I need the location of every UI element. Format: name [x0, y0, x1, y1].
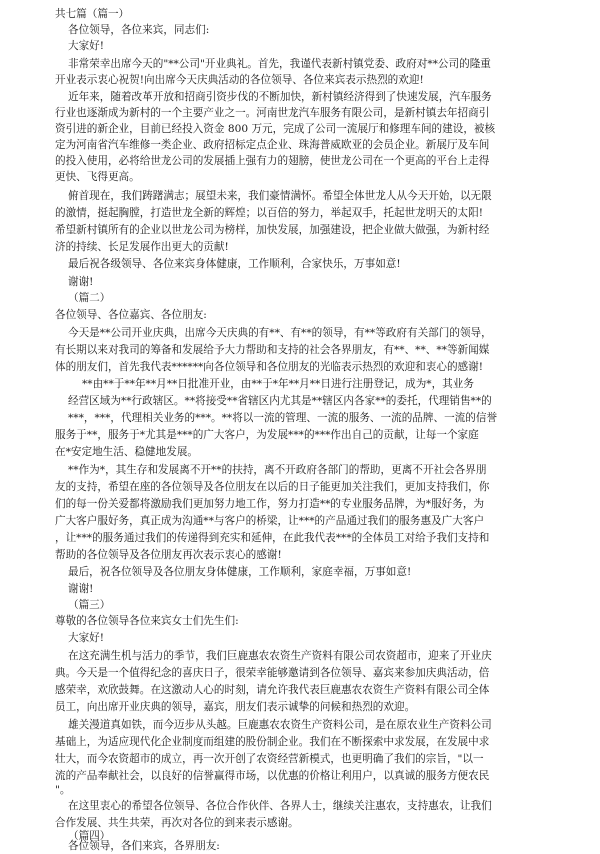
- paragraph-line: 壮大，而今农资超市的成立，再一次开创了农资经营新模式，也更明确了我们的宗旨，"以一: [55, 753, 484, 765]
- paragraph-line: 员工，向出席开业庆典的领导，嘉宾，朋友们表示诚挚的问候和热烈的欢迎。: [55, 701, 416, 713]
- paragraph-line: **作为*，其生存和发展离不开**的扶持，离不开政府各部门的帮助，更离不开社会各界朋: [68, 464, 487, 476]
- greeting: 大家好!: [68, 632, 105, 644]
- paragraph-line: **由**于**年**月**日批准开业，由**于*年**月**日进行注册登记，成为*，其业务: [82, 378, 474, 390]
- paragraph-line: 今天是**公司开业庆典，出席今天庆典的有**、有**的领导，有**等政府有关部门的领导，: [68, 327, 492, 339]
- section-heading-1: 共七篇（篇一）: [55, 8, 130, 20]
- paragraph-line: 帮助的各位领导及各位朋友再次表示衷心的感谢!: [55, 549, 282, 561]
- paragraph-line: 友的支持，希望在座的各位领导及各位朋友在以后的日子能更加关注我们，更加支持我们，你: [55, 481, 490, 493]
- paragraph-line: ，让***的服务通过我们的传递得到充实和延伸，在此我代表***的全体员工对给予我们支持和: [55, 532, 490, 544]
- paragraph-line: 在*安定地生活、稳健地发展。: [55, 446, 199, 458]
- paragraph-line: 非常荣幸出席今天的"**公司"开业典礼。首先，我谨代表新村镇党委、政府对**公司的隆重: [68, 58, 491, 70]
- paragraph-line: 广大客户服好务，真正成为沟通**与客户的桥梁，让***的产品通过我们的服务惠及广大客户: [55, 515, 485, 527]
- paragraph-line: 感荣幸，欢欣鼓舞。在这激动人心的时刻，请允许我代表巨鹿惠农农资生产资料有限公司全体: [55, 684, 490, 696]
- paragraph-line: 希望新村镇所有的企业以世龙公司为榜样，加快发展，加强建设，把企业做大做强，为新村经: [55, 224, 490, 236]
- paragraph-line: 合作发展、共生共荣，再次对各位的到来表示感谢。: [55, 817, 299, 829]
- paragraph-line: 的投入使用，必将给世龙公司的发展插上强有力的翅膀，使世龙公司在一个更高的平台上走得: [55, 155, 490, 167]
- paragraph-line: 俯首现在，我们踌躇满志；展望未来，我们豪情满怀。希望全体世龙人从今天开始，以无限: [68, 190, 492, 202]
- paragraph-line: "。: [55, 784, 71, 796]
- paragraph-line: 资引进的新企业，目前已经投入资金 800 万元，完成了公司一流展厅和修理车间的建设，被核: [55, 123, 496, 135]
- section-heading-4: （篇四）: [68, 830, 111, 842]
- paragraph-line: 流的产品奉献社会，以良好的信誉赢得市场，以优惠的价格让利用户，以真诚的服务方便农民: [55, 770, 490, 782]
- section-heading-3: （篇三）: [68, 599, 111, 611]
- paragraph-line: 雄关漫道真如铁，而今迈步从头越。巨鹿惠农农资生产资料公司，是在原农业生产资料公司: [68, 719, 492, 731]
- thanks-line: 谢谢!: [68, 583, 94, 595]
- closing-line: 最后，祝各位领导及各位朋友身体健康，工作顺利，家庭幸福，万事如意!: [68, 566, 412, 578]
- greeting: 大家好!: [68, 40, 105, 52]
- paragraph-line: 行业也逐渐成为新村的一个主要产业之一。河南世龙汽车服务有限公司，是新村镇去年招商引: [55, 107, 490, 119]
- paragraph-line: ***，***，代理相关业务的***。**将以一流的管理、一流的服务、一流的品牌、一流的信誉: [68, 412, 498, 424]
- thanks-line: 谢谢!: [68, 276, 94, 288]
- paragraph-line: 服务于**，服务于*尤其是***的广大客户，为发展***的***作出自己的贡献，让每一个家庭: [55, 429, 479, 441]
- salutation: 各位领导，各们来宾，各界朋友:: [68, 840, 220, 852]
- paragraph-line: 基础上，为适应现代化企业制度而组建的股份制企业。我们在不断探索中求发展，在发展中求: [55, 736, 490, 748]
- paragraph-line: 更快、飞得更高。: [55, 171, 140, 183]
- paragraph-line: 在这里衷心的希望各位领导、各位合作伙伴、各界人士，继续关注惠农，支持惠农，让我们: [68, 800, 492, 812]
- paragraph-line: 有长期以来对我司的筹备和发展给予大力帮助和支持的社会各界朋友，有**、**、**等新闻媒: [55, 344, 490, 356]
- paragraph-line: 定为河南省汽车维修一类企业、政府招标定点企业、珠海普威欧亚的会员企业。新展厅及车间: [55, 139, 490, 151]
- paragraph-line: 在这充满生机与活力的季节，我们巨鹿惠农农资生产资料有限公司农资超市，迎来了开业庆: [68, 650, 492, 662]
- salutation: 各位领导，各位来宾，同志们:: [68, 24, 210, 36]
- paragraph-line: 典。今天是一个值得纪念的喜庆日子，很荣幸能够邀请到各位领导、嘉宾来参加庆典活动，倍: [55, 667, 490, 679]
- section-heading-2: （篇二）: [68, 292, 111, 304]
- salutation: 尊敬的各位领导各位来宾女士们先生们:: [55, 615, 239, 627]
- paragraph-line: 开业表示衷心祝贺!向出席今天庆典活动的各位领导、各位来宾表示热烈的欢迎!: [55, 74, 424, 86]
- paragraph-line: 体的朋友们，首先我代表******向各位领导和各位朋友的光临表示热烈的欢迎和衷心的感谢!: [55, 361, 484, 373]
- paragraph-line: 经营区域为**行政辖区。**将接受**省辖区内尤其是**辖区内各家**的委托，代理销售**的: [68, 395, 492, 407]
- paragraph-line: 济的持续、长足发展作出更大的贡献!: [55, 241, 229, 253]
- salutation: 各位领导、各位嘉宾、各位朋友:: [55, 309, 207, 321]
- closing-line: 最后祝各级领导、各位来宾身体健康，工作顺利，合家快乐，万事如意!: [68, 258, 401, 270]
- paragraph-line: 们的每一份关爱都将激励我们更加努力地工作，努力打造**的专业服务品牌，为*服好务，为: [55, 498, 485, 510]
- paragraph-line: 近年来，随着改革开放和招商引资步伐的不断加快，新村镇经济得到了快速发展，汽车服务: [68, 91, 492, 103]
- paragraph-line: 的激情，挺起胸膛，打造世龙全新的辉煌；以百倍的努力，举起双手，托起世龙明天的太阳!: [55, 207, 484, 219]
